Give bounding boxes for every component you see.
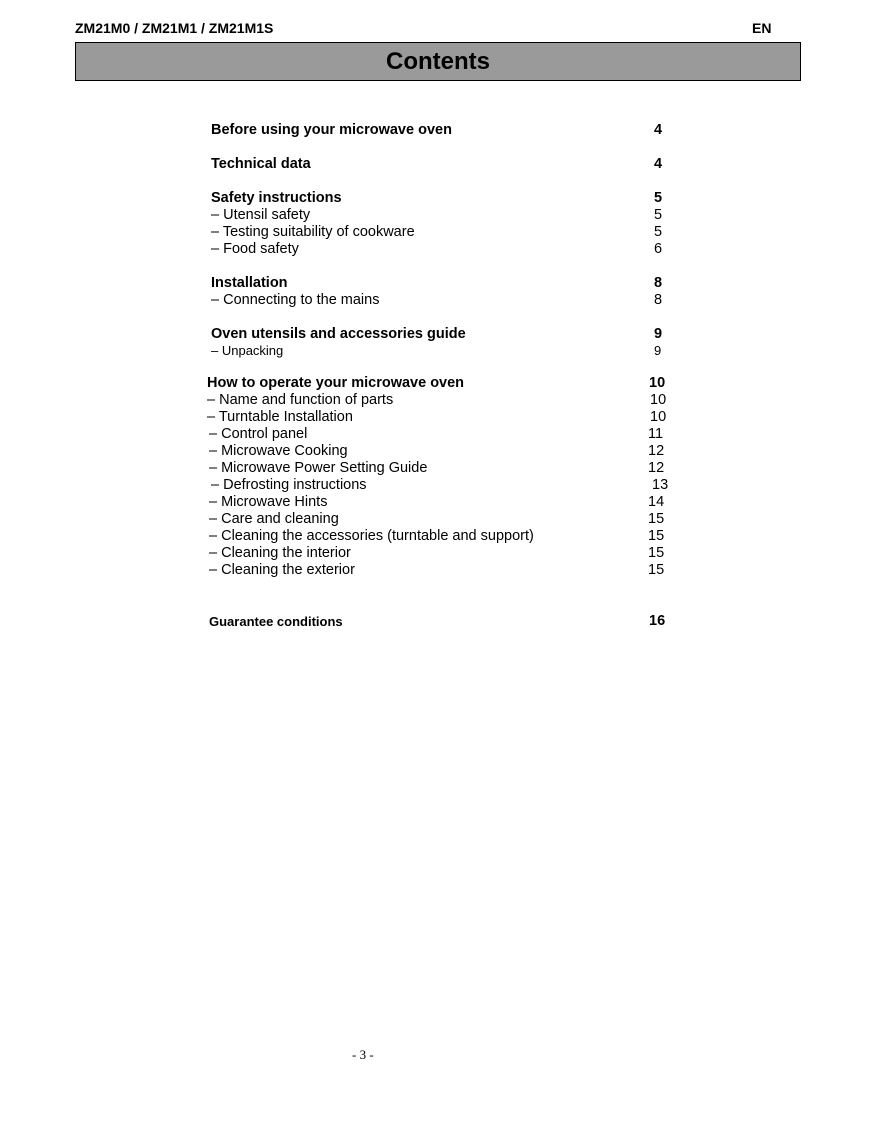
toc-entry-page: 12 [648, 443, 665, 459]
toc-entry-page: 14 [648, 494, 665, 510]
toc-entry-page: 5 [654, 224, 663, 240]
header-model: ZM21M0 / ZM21M1 / ZM21M1S [75, 20, 274, 36]
toc-entry-page: 11 [648, 426, 664, 442]
toc-entry-text: How to operate your microwave oven [207, 375, 465, 391]
toc-entry-page: 10 [650, 409, 667, 425]
toc-entry-text: – Food safety [211, 241, 299, 257]
toc-entry-text: Technical data [211, 156, 311, 172]
toc-entry-text: Before using your microwave oven [211, 122, 452, 138]
toc-entry-page: 16 [649, 613, 666, 629]
page-number: - 3 - [352, 1047, 374, 1062]
toc-entry-page: 4 [654, 156, 663, 172]
toc-entry-page: 9 [654, 326, 663, 342]
toc-entry-text: – Cleaning the accessories (turntable and support) [209, 528, 534, 544]
toc-entry-text: – Connecting to the mains [211, 292, 380, 308]
toc-entry-text: Safety instructions [211, 190, 342, 206]
toc-entry-page: 9 [654, 343, 662, 358]
toc-entry-page: 13 [652, 477, 669, 493]
toc-entry-text: Installation [211, 275, 288, 291]
toc-entry-page: 6 [654, 241, 663, 257]
page-title: Contents [75, 42, 801, 81]
toc-entry-text: Guarantee conditions [209, 614, 343, 629]
header-language: EN [752, 20, 772, 36]
toc-entry-page: 10 [650, 392, 667, 408]
toc-entry-text: – Defrosting instructions [211, 477, 367, 493]
toc-entry-page: 8 [654, 275, 663, 291]
toc-entry-text: Oven utensils and accessories guide [211, 326, 466, 342]
toc-entry-text: – Unpacking [211, 343, 284, 358]
toc-entry-text: – Care and cleaning [209, 511, 339, 527]
toc-entry-page: 10 [649, 375, 666, 391]
toc-entry-page: 15 [648, 511, 665, 527]
toc-entry-text: – Microwave Cooking [209, 443, 348, 459]
toc-entry-text: – Control panel [209, 426, 308, 442]
toc-entry-page: 15 [648, 562, 665, 578]
toc-entry-page: 5 [654, 207, 663, 223]
toc-entry-page: 15 [648, 528, 665, 544]
toc-entry-text: – Utensil safety [211, 207, 311, 223]
toc-entry-text: – Turntable Installation [207, 409, 353, 425]
toc-entry-page: 15 [648, 545, 665, 561]
toc-entry-text: – Cleaning the exterior [209, 562, 355, 578]
toc-entry-text: – Microwave Hints [209, 494, 328, 510]
toc-entry-page: 5 [654, 190, 663, 206]
toc-entry-text: – Microwave Power Setting Guide [209, 460, 428, 476]
toc-entry-text: – Cleaning the interior [209, 545, 351, 561]
toc-entry-text: – Testing suitability of cookware [211, 224, 415, 240]
toc-entry-page: 4 [654, 122, 663, 138]
toc-entry-text: – Name and function of parts [207, 392, 394, 408]
toc-entry-page: 8 [654, 292, 663, 308]
toc-entry-page: 12 [648, 460, 665, 476]
